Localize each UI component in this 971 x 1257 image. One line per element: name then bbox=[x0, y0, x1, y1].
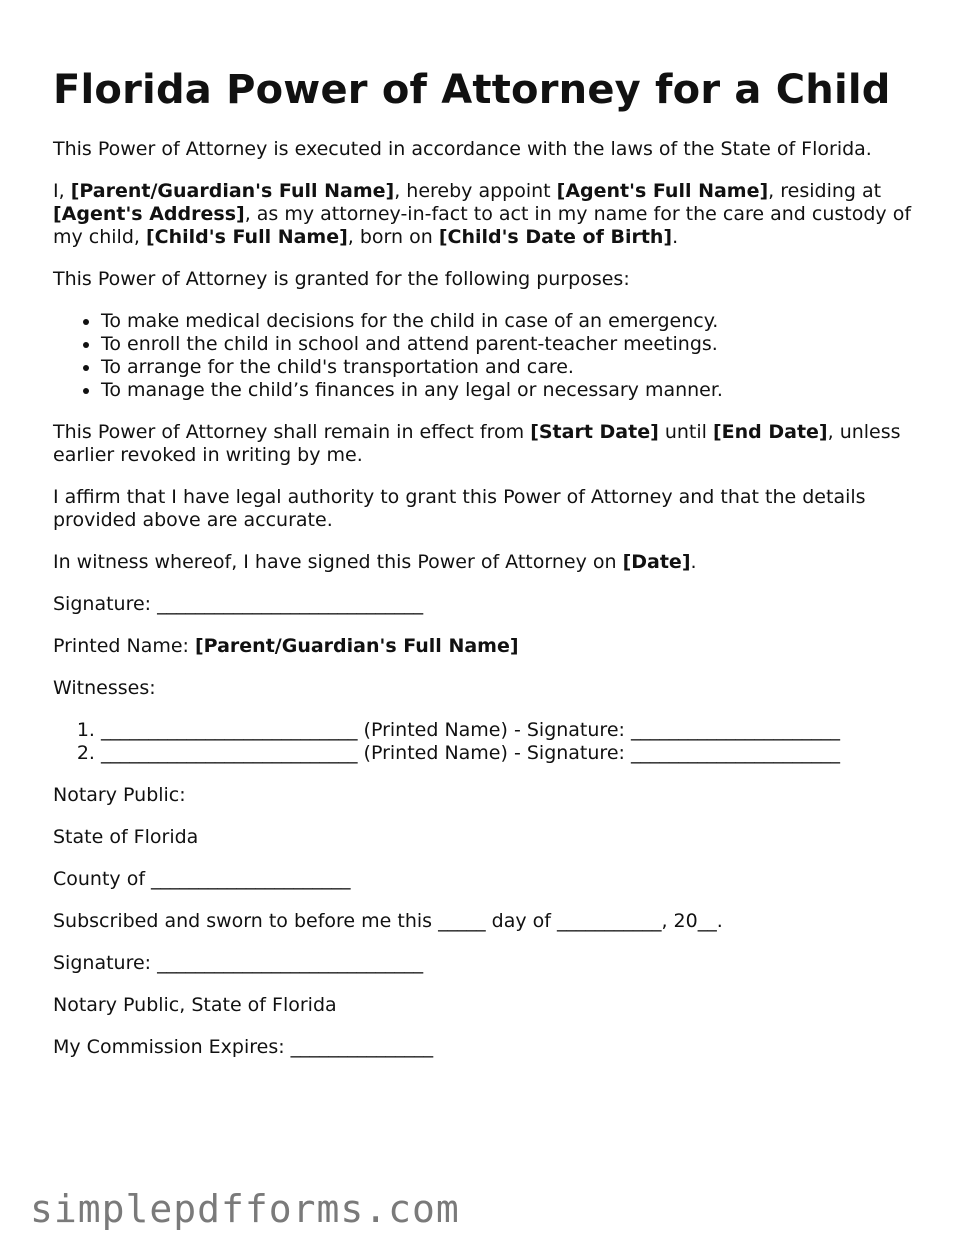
effect-paragraph bbox=[53, 421, 933, 467]
notary-county: County of _____________________ bbox=[53, 868, 351, 890]
printed-name-placeholder: [Parent/Guardian's Full Name] bbox=[195, 635, 519, 657]
affirmation-paragraph: I affirm that I have legal authority to grant this Power of Attorney and that the details provided above are accurate. bbox=[53, 486, 866, 531]
notary-commission: My Commission Expires: _______________ bbox=[53, 1036, 434, 1058]
agent-name-placeholder: [Agent's Full Name] bbox=[556, 180, 769, 202]
appointment-paragraph bbox=[53, 180, 933, 249]
purposes-intro: This Power of Attorney is granted for the following purposes: bbox=[53, 268, 630, 290]
signing-date-placeholder: [Date] bbox=[622, 551, 691, 573]
purpose-item: • To enroll the child in school and attend parent-teacher meetings. bbox=[101, 333, 933, 356]
child-dob-placeholder: [Child's Date of Birth] bbox=[438, 226, 673, 248]
printed-name-line bbox=[53, 635, 933, 658]
witness-line: 1. ___________________________ (Printed Name) - Signature: ______________________ bbox=[101, 719, 933, 742]
appointment-text-5: , born on bbox=[347, 226, 439, 248]
witnesses-label: Witnesses: bbox=[53, 677, 156, 699]
witness-statement bbox=[53, 551, 933, 574]
appointment-text-2: , hereby appoint bbox=[394, 180, 557, 202]
effect-text-3: , unless earlier revoked in writing by me. bbox=[53, 421, 901, 466]
appointment-text-4: , as my attorney-in-fact to act in my name for the care and custody of my child, bbox=[53, 203, 912, 248]
agent-address-placeholder: [Agent's Address] bbox=[53, 203, 245, 225]
appointment-text-3: , residing at bbox=[768, 180, 882, 202]
watermark-text: simplepdfforms.com bbox=[30, 1187, 460, 1231]
notary-signature-line: Signature: ____________________________ bbox=[53, 952, 424, 974]
notary-state: State of Florida bbox=[53, 826, 199, 848]
purposes-list bbox=[53, 310, 933, 402]
end-date-placeholder: [End Date] bbox=[712, 421, 828, 443]
witnesses-list bbox=[53, 719, 933, 765]
witness-line: 2. ___________________________ (Printed Name) - Signature: ______________________ bbox=[101, 742, 933, 765]
child-name-placeholder: [Child's Full Name] bbox=[145, 226, 348, 248]
notary-title: Notary Public, State of Florida bbox=[53, 994, 337, 1016]
effect-text-1: This Power of Attorney shall remain in effect from bbox=[53, 421, 531, 443]
witness-statement-text-1: In witness whereof, I have signed this Power of Attorney on bbox=[53, 551, 623, 573]
appointment-text-1: I, bbox=[53, 180, 71, 202]
document-title: Florida Power of Attorney for a Child bbox=[53, 67, 891, 113]
purpose-item: • To make medical decisions for the child in case of an emergency. bbox=[101, 310, 933, 333]
intro-paragraph: This Power of Attorney is executed in accordance with the laws of the State of Florida. bbox=[53, 138, 872, 160]
notary-sworn-line: Subscribed and sworn to before me this _____ day of ___________, 20__. bbox=[53, 910, 723, 932]
document-page bbox=[53, 64, 933, 1078]
signature-line: Signature: ____________________________ bbox=[53, 593, 424, 615]
appointment-text-6: . bbox=[672, 226, 679, 248]
purpose-item: • To arrange for the child's transportation and care. bbox=[101, 356, 933, 379]
witness-statement-text-2: . bbox=[690, 551, 697, 573]
start-date-placeholder: [Start Date] bbox=[530, 421, 659, 443]
printed-name-label: Printed Name: bbox=[53, 635, 195, 657]
effect-text-2: until bbox=[658, 421, 713, 443]
parent-name-placeholder: [Parent/Guardian's Full Name] bbox=[70, 180, 395, 202]
purpose-item: • To manage the child’s finances in any legal or necessary manner. bbox=[101, 379, 933, 402]
notary-label: Notary Public: bbox=[53, 784, 186, 806]
